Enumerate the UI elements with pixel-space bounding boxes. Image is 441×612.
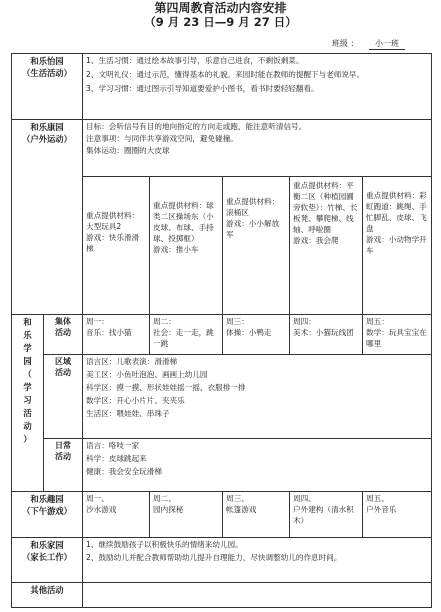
study-label-char: 动: [23, 421, 32, 431]
life-label-sub: （生活活动）: [22, 68, 72, 78]
group-day-mon: [83, 315, 150, 355]
study-area-row: [12, 355, 432, 439]
group-day-fri: [363, 315, 432, 355]
afternoon-day-tue: [150, 492, 223, 538]
group-day-text: 周一： 音乐：找小猫: [86, 317, 132, 337]
weekly-plan-table: [11, 53, 432, 608]
afternoon-section-label: [12, 492, 83, 538]
study-label-char: 活: [23, 408, 32, 418]
outdoor-day-thu: [290, 177, 363, 315]
area-label-2: 活动: [55, 368, 71, 377]
area-item: 美工区：小鱼吐泡泡、画画上幼儿园: [86, 370, 208, 379]
family-label-main: 和乐家园: [30, 540, 64, 550]
study-label-char: 学: [23, 382, 32, 392]
study-section-label: [12, 315, 44, 492]
daily-item: 语言：咯吱一家: [86, 441, 140, 450]
study-label-char: 乐: [23, 330, 32, 340]
outdoor-overview: [83, 120, 432, 177]
area-activity-label: [44, 355, 83, 439]
afternoon-day-mon: [83, 492, 150, 538]
area-item: 数学区：开心小片片、夹夹乐: [86, 396, 185, 405]
daily-content: [83, 439, 432, 492]
study-label-char: 习: [23, 395, 32, 405]
afternoon-row: [12, 492, 432, 538]
area-label-1: 区域: [55, 357, 71, 366]
family-item: 2、鼓励幼儿并配合教师帮助幼儿提升自理能力，尽快调整幼儿的作息时间。: [86, 553, 342, 562]
afternoon-day-text: 周二、 园内探秘: [153, 494, 184, 514]
daily-label-1: 日常: [55, 441, 71, 450]
outdoor-day-text: 重点提供材料：平衡二区（种植园圃旁软垫）：竹梯、长板凳、攀爬梯、线轴、呼啦圈 游戏：我会爬: [293, 181, 358, 245]
outdoor-goal: 目标：会听信号有目的地向指定的方向走或跑，能注意听清信号。: [86, 122, 307, 131]
other-row: [12, 583, 432, 608]
life-content: [83, 54, 432, 120]
outdoor-day-text: 重点提供材料：彩虹跑道：跳绳、手忙脚乱、皮球、飞盘 游戏：小动物学开车: [366, 191, 427, 255]
study-label-char: ）: [23, 434, 32, 444]
outdoor-day-mon: [83, 177, 150, 315]
outdoor-label-sub: （户外运动）: [22, 134, 72, 144]
daily-label-2: 活动: [55, 452, 71, 461]
life-item: 2、文明礼仪：通过示范，懂得基本的礼貌。来园时能在教师的提醒下与老师说早。: [86, 70, 365, 79]
daily-item: 科学：皮球跳起来: [86, 454, 147, 463]
page-title: 第四周教育活动内容安排: [154, 1, 287, 15]
outdoor-day-wed: [223, 177, 290, 315]
afternoon-day-wed: [223, 492, 290, 538]
outdoor-day-fri: [363, 177, 432, 315]
life-label-main: 和乐怡园: [30, 56, 64, 66]
group-activity-label: [44, 315, 83, 355]
other-content: [83, 583, 432, 608]
class-label: 班级 ：: [331, 39, 359, 48]
afternoon-label-main: 和乐趣园: [30, 494, 64, 504]
group-day-thu: [290, 315, 363, 355]
daily-activity-label: [44, 439, 83, 492]
family-section-label: [12, 538, 83, 583]
group-day-text: 周三： 体操：小鸭走: [226, 317, 272, 337]
afternoon-day-text: 周四、 户外建构（清水积木）: [293, 494, 354, 525]
outdoor-day-text: 重点提供材料：滚桶区 游戏：小小解放军: [226, 197, 280, 239]
study-label-char: 和: [23, 317, 32, 327]
afternoon-day-text: 周三、 帐篷游戏: [226, 494, 257, 514]
area-item: 语言区：儿歌表演：滑滑梯: [86, 357, 178, 366]
study-label-char: 学: [23, 343, 32, 353]
family-label-sub: （家长工作）: [22, 552, 72, 562]
family-item: 1、继续鼓励孩子以积极快乐的情绪来幼儿园。: [86, 540, 243, 549]
family-content: [83, 538, 432, 583]
outdoor-day-text: 重点提供材料：球类二区操场东（小皮球、布球、手持球、投掷框） 游戏：推小车: [153, 201, 214, 254]
group-day-text: 周四： 美术：小猫玩线团: [293, 317, 354, 337]
outdoor-label-main: 和乐康园: [30, 122, 64, 132]
group-label-2: 活动: [55, 328, 71, 337]
area-item: 生活区：喂娃娃、串珠子: [86, 409, 170, 418]
group-day-tue: [150, 315, 223, 355]
outdoor-day-tue: [150, 177, 223, 315]
outdoor-day-text: 重点提供材料：大型玩具2 游戏：快乐滑滑梯: [86, 211, 140, 253]
group-day-wed: [223, 315, 290, 355]
outdoor-section-label: [12, 120, 83, 315]
area-content: [83, 355, 432, 439]
outdoor-row-top: [12, 120, 432, 177]
daily-item: 健康：我会安全玩滑梯: [86, 467, 162, 476]
life-row: [12, 54, 432, 120]
study-label-char: （: [23, 369, 32, 379]
outdoor-notes: 注意事项：与同伴共享游戏空间，避免碰撞。: [86, 134, 238, 143]
study-daily-row: [12, 439, 432, 492]
afternoon-day-text: 周一、 沙水游戏: [86, 494, 117, 514]
afternoon-day-thu: [290, 492, 363, 538]
study-label-char: 园: [23, 356, 32, 366]
area-item: 科学区：摸一摸、形状娃娃摇一摇、衣服排一排: [86, 383, 246, 392]
afternoon-label-sub: （下午游戏）: [22, 506, 72, 516]
date-range: （9 月 23 日—9 月 27 日）: [144, 15, 297, 29]
family-row: [12, 538, 432, 583]
life-item: 3、学习习惯：通过图示引导知道要爱护小图书，看书时要轻轻翻看。: [86, 84, 319, 93]
class-value: 小一班: [369, 39, 405, 50]
afternoon-day-text: 周五、 户外音乐: [366, 494, 397, 514]
outdoor-group-game: 集体运动：圈圈的大皮球: [86, 146, 170, 155]
life-section-label: [12, 54, 83, 120]
group-day-text: 周二： 社会：走一走，跳一跳: [153, 317, 214, 348]
study-group-row: [12, 315, 432, 355]
afternoon-day-fri: [363, 492, 432, 538]
group-label-1: 集体: [55, 317, 71, 326]
class-row: [332, 39, 405, 50]
life-item: 1、生活习惯：通过绘本故事引导，乐意自己进食，不剩饭剩菜。: [86, 56, 304, 65]
group-day-text: 周五： 数学：玩具宝宝在哪里: [366, 317, 427, 348]
other-section-label: 其他活动: [12, 583, 83, 608]
